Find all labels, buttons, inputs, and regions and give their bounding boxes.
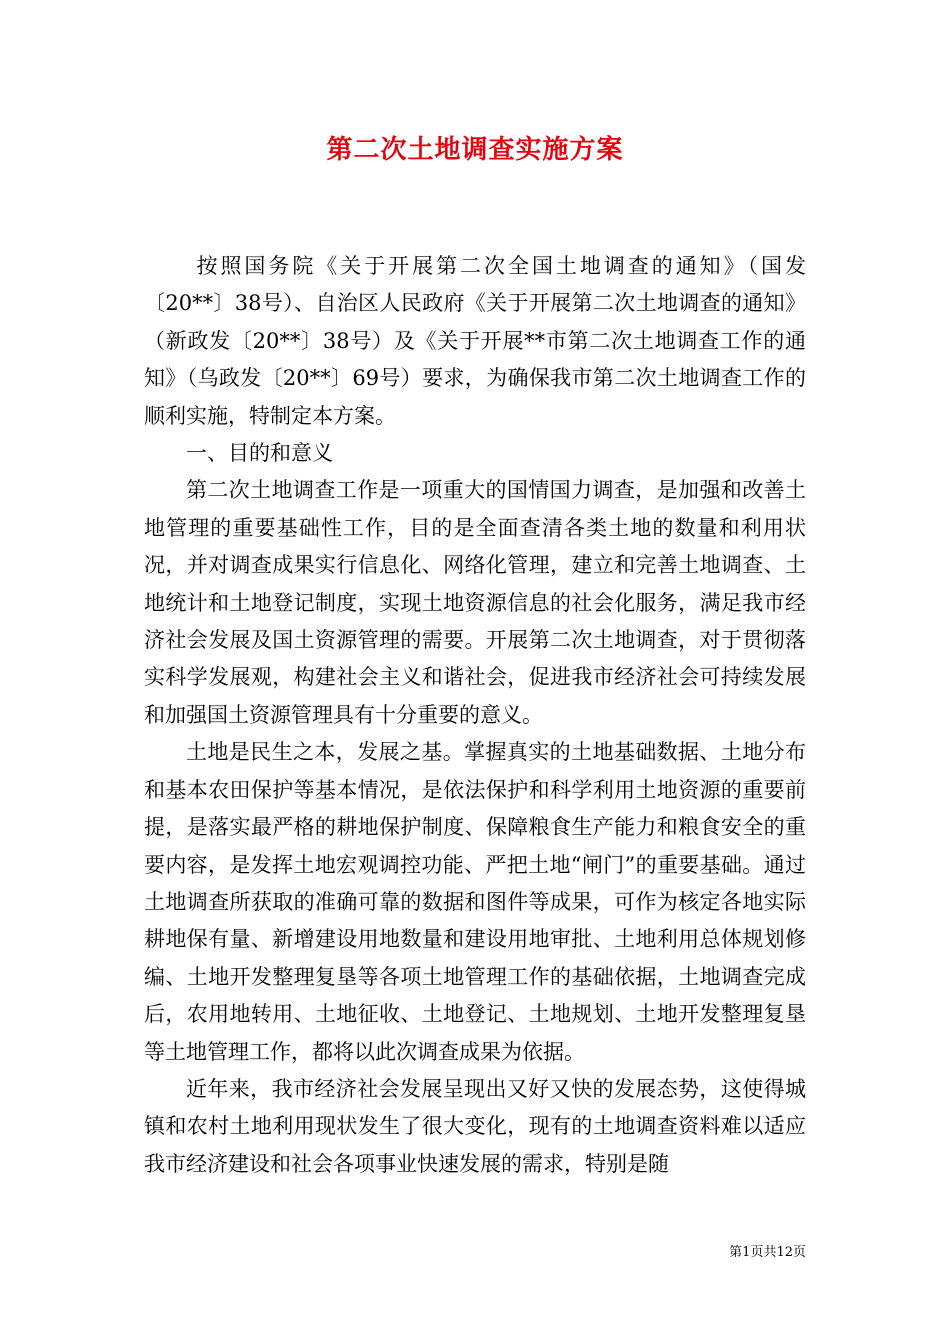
body-paragraph: 第二次土地调查工作是一项重大的国情国力调查，是加强和改善土地管理的重要基础性工作，目的是全面查清各类土地的数量和利用状况，并对调查成果实行信息化、网络化管理，建立和完善土地调查、土地统计和土地登记制度，实现土地资源信息的社会化服务，满足我市经济社会发展及国土资源管理的需要。开展第二次土地调查，对于贯彻落实科学发展观，构建社会主义和谐社会，促进我市经济社会可持续发展和加强国土资源管理具有十分重要的意义。 (144, 478, 806, 727)
page-number-footer: 第1页共12页 (729, 1245, 806, 1260)
document-title: 第二次土地调查实施方案 (326, 135, 624, 165)
intro-paragraph: 按照国务院《关于开展第二次全国土地调查的通知》（国发〔20**〕38号）、自治区人民政府《关于开展第二次土地调查的通知》（新政发〔20**〕38号）及《关于开展**市第二次土地调查工作的通知》（乌政发〔20**〕69号）要求，为确保我市第二次土地调查工作的顺利实施，特制定本方案。 (144, 254, 806, 428)
body-paragraph: 近年来，我市经济社会发展呈现出又好又快的发展态势，这使得城镇和农村土地利用现状发生了很大变化，现有的土地调查资料难以适应我市经济建设和社会各项事业快速发展的需求，特别是随 (144, 1076, 806, 1176)
document-body (144, 248, 806, 1183)
body-paragraph: 土地是民生之本，发展之基。掌握真实的土地基础数据、土地分布和基本农田保护等基本情况，是依法保护和科学利用土地资源的重要前提，是落实最严格的耕地保护制度、保障粮食生产能力和粮食安全的重要内容，是发挥土地宏观调控功能、严把土地“闸门”的重要基础。通过土地调查所获取的准确可靠的数据和图件等成果，可作为核定各地实际耕地保有量、新增建设用地数量和建设用地审批、土地利用总体规划修编、土地开发整理复垦等各项土地管理工作的基础依据，土地调查完成后，农用地转用、土地征收、土地登记、土地规划、土地开发整理复垦等土地管理工作，都将以此次调查成果为依据。 (144, 740, 806, 1064)
section-heading-purpose: 一、目的和意义 (186, 441, 333, 466)
